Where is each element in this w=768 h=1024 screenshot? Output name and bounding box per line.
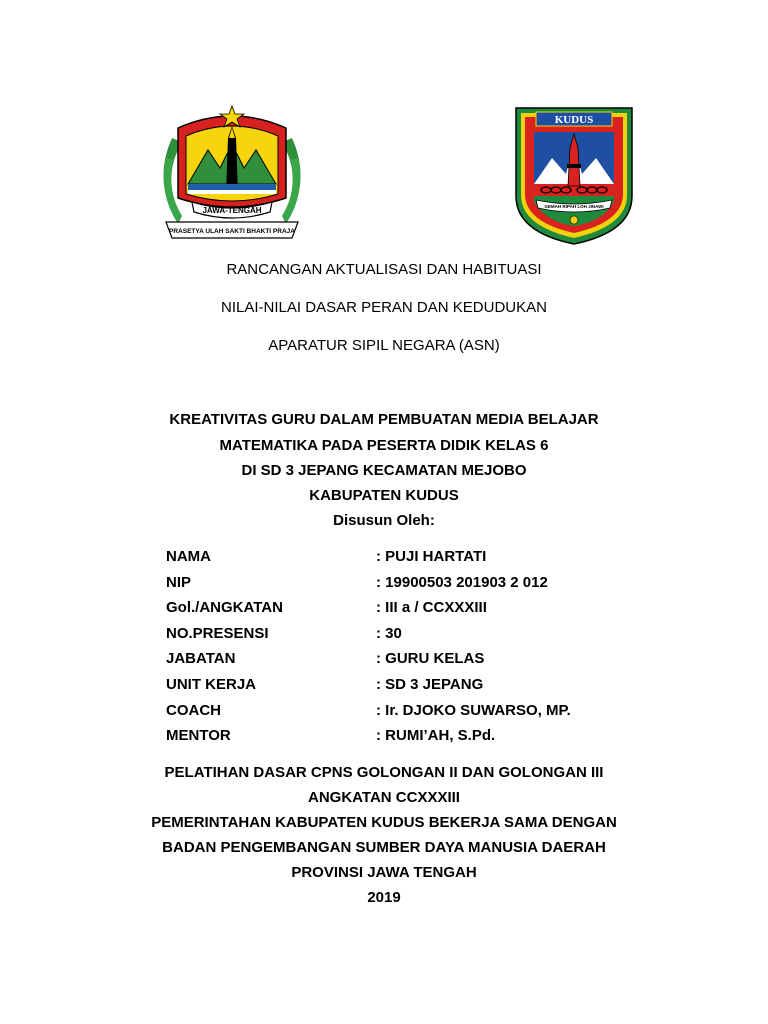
identity-table xyxy=(166,546,626,751)
field-label: NO.PRESENSI xyxy=(166,624,269,642)
field-value: : PUJI HARTATI xyxy=(376,548,487,565)
footer-line-2: ANGKATAN CCXXXIII xyxy=(308,789,460,806)
field-label: MENTOR xyxy=(166,727,231,745)
table-row xyxy=(166,700,626,726)
table-row xyxy=(166,725,626,751)
footer-line-4: BADAN PENGEMBANGAN SUMBER DAYA MANUSIA DAERAH xyxy=(162,839,606,856)
jawa-tengah-emblem-icon xyxy=(152,98,312,250)
table-row xyxy=(166,597,626,623)
table-row xyxy=(166,674,626,700)
svg-text:JAWA-TENGAH: JAWA-TENGAH xyxy=(202,206,262,215)
heading-line-3: APARATUR SIPIL NEGARA (ASN) xyxy=(268,337,500,354)
footer-line-1: PELATIHAN DASAR CPNS GOLONGAN II DAN GOLONGAN III xyxy=(164,764,604,781)
table-row xyxy=(166,648,626,674)
prepared-by-label: Disusun Oleh: xyxy=(333,512,435,529)
field-value: : 30 xyxy=(376,624,402,642)
table-row xyxy=(166,572,626,598)
svg-text:KUDUS: KUDUS xyxy=(554,114,594,126)
svg-text:GEMAH RIPAH LOH JINAWI: GEMAH RIPAH LOH JINAWI xyxy=(544,204,604,209)
topic-line-3: DI SD 3 JEPANG KECAMATAN MEJOBO xyxy=(241,462,527,479)
field-label: COACH xyxy=(166,701,221,719)
footer-year: 2019 xyxy=(367,889,401,906)
topic-line-4: KABUPATEN KUDUS xyxy=(309,487,459,504)
field-label: UNIT KERJA xyxy=(166,675,257,693)
field-value: : RUMI’AH, S.Pd. xyxy=(376,727,496,745)
field-label: NIP xyxy=(166,573,192,591)
field-label: JABATAN xyxy=(166,650,236,668)
field-value: : Ir. DJOKO SUWARSO, MP. xyxy=(376,701,571,719)
footer-line-5: PROVINSI JAWA TENGAH xyxy=(291,864,477,881)
field-value: : GURU KELAS xyxy=(376,650,485,668)
field-value: : III a / CCXXXIII xyxy=(376,599,487,617)
heading-line-1: RANCANGAN AKTUALISASI DAN HABITUASI xyxy=(226,261,542,278)
field-label: Gol./ANGKATAN xyxy=(166,599,283,617)
field-value: : SD 3 JEPANG xyxy=(376,675,484,693)
field-value: : 19900503 201903 2 012 xyxy=(376,573,548,591)
field-label: NAMA xyxy=(166,548,211,565)
svg-text:PRASETYA ULAH SAKTI BHAKTI PRA: PRASETYA ULAH SAKTI BHAKTI PRAJA xyxy=(169,228,295,235)
kudus-emblem-icon xyxy=(512,104,636,246)
footer-line-3: PEMERINTAHAN KABUPATEN KUDUS BEKERJA SAMA DENGAN xyxy=(151,814,617,831)
topic-line-2: MATEMATIKA PADA PESERTA DIDIK KELAS 6 xyxy=(219,437,549,454)
heading-line-2: NILAI-NILAI DASAR PERAN DAN KEDUDUKAN xyxy=(221,299,547,316)
topic-line-1: KREATIVITAS GURU DALAM PEMBUATAN MEDIA BELAJAR xyxy=(169,411,599,428)
table-row xyxy=(166,546,626,572)
table-row xyxy=(166,623,626,649)
